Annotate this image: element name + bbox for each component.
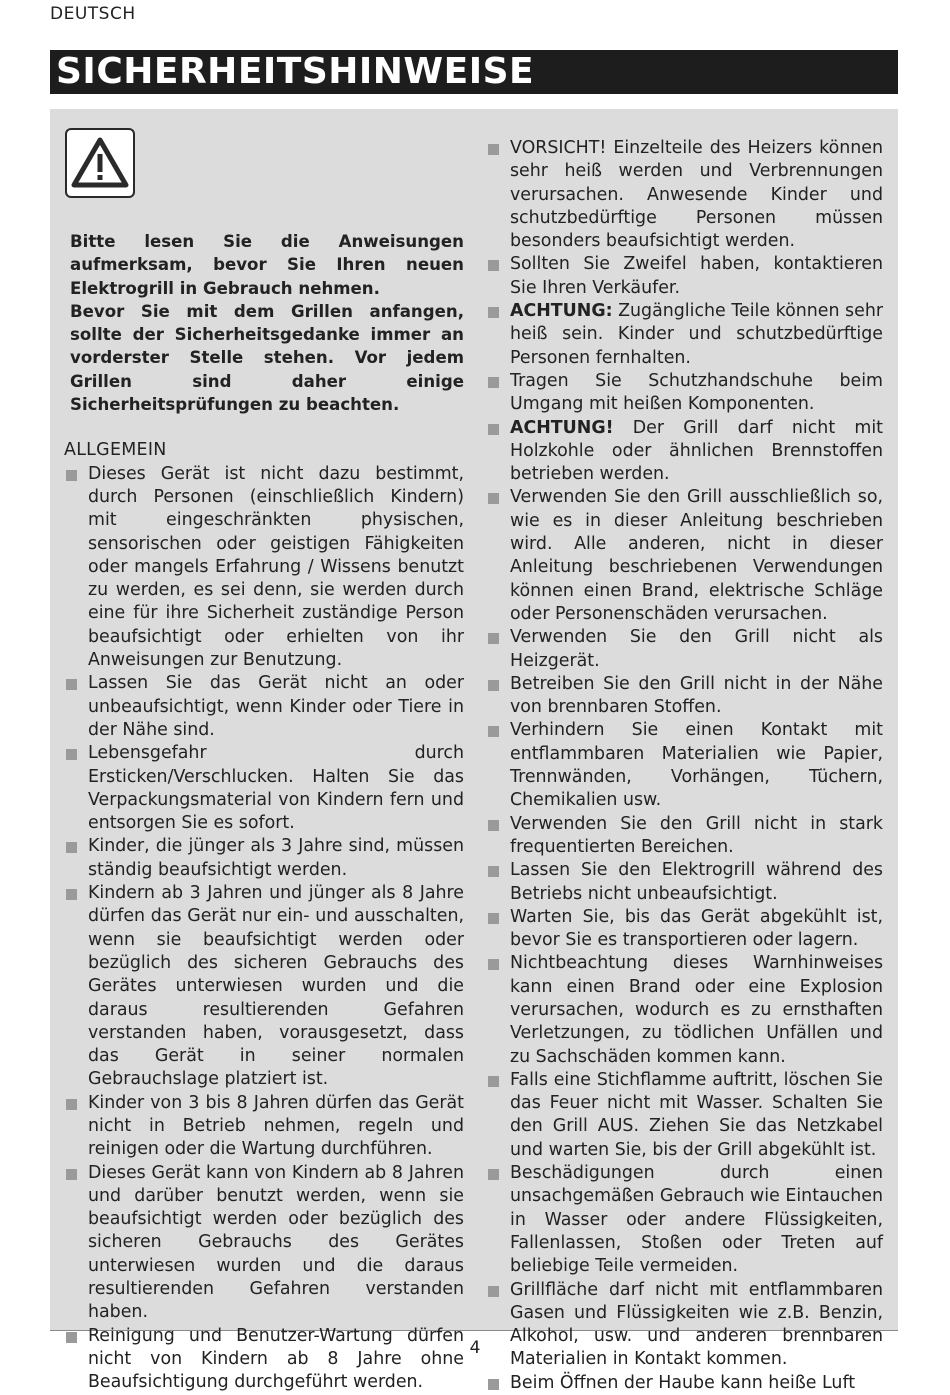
list-item: Beschädigungen durch einen unsachgemäßen Gebrauch wie Eintauchen in Wasser oder andere Flüssigkeiten, Fallenlassen, Stoßen oder Treten auf beliebige Teile vermeiden.	[486, 1162, 883, 1278]
list-item: Verwenden Sie den Grill nicht in stark frequentierten Bereichen.	[486, 813, 883, 860]
list-item: Grillfläche darf nicht mit entflammbaren Gasen und Flüssigkeiten wie z.B. Benzin, Alkohol, usw. und anderen brennbaren Materialien in Kontakt kommen.	[486, 1279, 883, 1372]
intro-paragraph-2: Bevor Sie mit dem Grillen anfangen, sollte der Sicherheitsgedanke immer an vorderster Stelle stehen. Vor jedem Grillen sind daher einige Sicherheitsprüfungen zu beachten.	[70, 301, 464, 415]
left-column	[64, 230, 464, 1395]
intro-paragraph-1: Bitte lesen Sie die Anweisungen aufmerksam, bevor Sie Ihren neuen Elektrogrill in Gebrauch nehmen.	[70, 232, 464, 298]
list-item: ACHTUNG: Zugängliche Teile können sehr heiß sein. Kinder und schutzbedürftige Personen fernhalten.	[486, 300, 883, 370]
general-list	[64, 463, 464, 1395]
page-number: 4	[469, 1338, 481, 1358]
page-title: SICHERHEITSHINWEISE	[56, 51, 535, 92]
list-item: Tragen Sie Schutzhandschuhe beim Umgang mit heißen Komponenten.	[486, 370, 883, 417]
list-item: Dieses Gerät kann von Kindern ab 8 Jahren und darüber benutzt werden, wenn sie beaufsichtigt werden oder bezüglich des sicheren Gebrauchs des Gerätes unterwiesen wurden und die daraus resultierenden Gefahren verstanden haben.	[64, 1162, 464, 1325]
list-item: Lassen Sie das Gerät nicht an oder unbeaufsichtigt, wenn Kinder oder Tiere in der Nähe sind.	[64, 672, 464, 742]
safety-list	[486, 137, 883, 1395]
list-item: Kindern ab 3 Jahren und jünger als 8 Jahre dürfen das Gerät nur ein- und ausschalten, wenn sie beaufsichtigt werden oder bezüglich des sicheren Gebrauchs des Gerätes unterwiesen wurden und die daraus resultierenden Gefahren verstanden haben, vorausgesetzt, dass das Gerät in seiner normalen Gebrauchslage platziert ist.	[64, 882, 464, 1092]
list-item: Dieses Gerät ist nicht dazu bestimmt, durch Personen (einschließlich Kindern) mit eingeschränkten physischen, sensorischen oder geistigen Fähigkeiten oder mangels Erfahrung / Wissens benutzt zu werden, es sei denn, sie werden durch eine für ihre Sicherheit zuständige Person beaufsichtigt oder erhielten von ihr Anweisungen zur Benutzung.	[64, 463, 464, 673]
list-item: Lassen Sie den Elektrogrill während des Betriebs nicht unbeaufsichtigt.	[486, 859, 883, 906]
list-item: Verwenden Sie den Grill ausschließlich so, wie es in dieser Anleitung beschrieben wird. Alle anderen, nicht in dieser Anleitung beschriebenen Verwendungen können einen Brand, elektrische Schläge oder Personenschäden verursachen.	[486, 486, 883, 626]
warning-triangle-graphic	[71, 136, 129, 188]
list-item: VORSICHT! Einzelteile des Heizers können sehr heiß werden und Verbrennungen verursachen. Anwesende Kinder und schutzbedürftige Personen müssen besonders beaufsichtigt werden.	[486, 137, 883, 253]
language-label: DEUTSCH	[50, 4, 136, 24]
section-heading-general: ALLGEMEIN	[64, 440, 167, 461]
list-item: Sollten Sie Zweifel haben, kontaktieren Sie Ihren Verkäufer.	[486, 253, 883, 300]
title-banner	[50, 50, 898, 94]
list-item: Beim Öffnen der Haube kann heiße Luft	[486, 1372, 883, 1395]
list-item: Nichtbeachtung dieses Warnhinweises kann einen Brand oder eine Explosion verursachen, wodurch es zu ernsthaften Verletzungen, zu tödlichen Unfällen und zu Sachschäden kommen kann.	[486, 952, 883, 1068]
list-item: Verhindern Sie einen Kontakt mit entflammbaren Materialien wie Papier, Trennwänden, Vorhängen, Tüchern, Chemikalien usw.	[486, 719, 883, 812]
list-item: Warten Sie, bis das Gerät abgekühlt ist, bevor Sie es transportieren oder lagern.	[486, 906, 883, 953]
list-item: Reinigung und Benutzer-Wartung dürfen nicht von Kindern ab 8 Jahre ohne Beaufsichtigung durchgeführt werden.	[64, 1325, 464, 1395]
list-item: Lebensgefahr durch Ersticken/Verschlucken. Halten Sie das Verpackungsmaterial von Kindern fern und entsorgen Sie es sofort.	[64, 742, 464, 835]
list-item: Kinder von 3 bis 8 Jahren dürfen das Gerät nicht in Betrieb nehmen, regeln und reinigen oder die Wartung durchführen.	[64, 1092, 464, 1162]
list-item: Verwenden Sie den Grill nicht als Heizgerät.	[486, 626, 883, 673]
list-item: Betreiben Sie den Grill nicht in der Nähe von brennbaren Stoffen.	[486, 673, 883, 720]
list-item: Falls eine Stichflamme auftritt, löschen Sie das Feuer nicht mit Wasser. Schalten Sie den Grill AUS. Ziehen Sie das Netzkabel und warten Sie, bis der Grill abgekühlt ist.	[486, 1069, 883, 1162]
warning-triangle-icon	[65, 128, 135, 198]
list-item: Kinder, die jünger als 3 Jahre sind, müssen ständig beaufsichtigt werden.	[64, 835, 464, 882]
list-item: ACHTUNG! Der Grill darf nicht mit Holzkohle oder ähnlichen Brennstoffen betrieben werden.	[486, 417, 883, 487]
right-column	[486, 137, 883, 1395]
intro-text	[70, 230, 464, 416]
